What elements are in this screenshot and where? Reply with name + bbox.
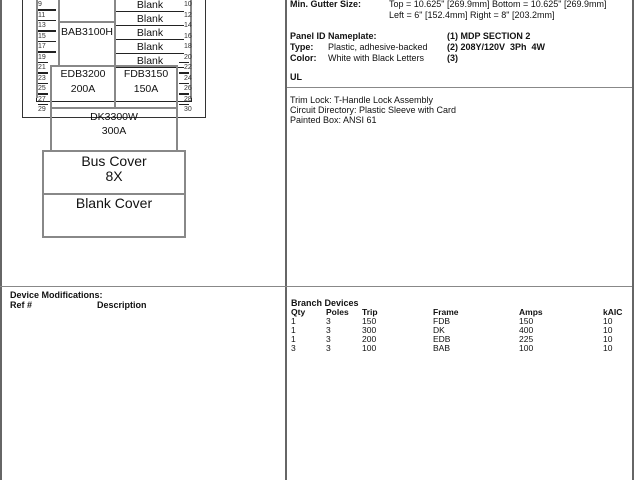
branch-device-cell: 3 — [326, 343, 331, 353]
circuit-number-right: 22 — [184, 64, 192, 71]
header-qty: Qty — [291, 307, 306, 317]
branch-device-cell: 10 — [603, 343, 613, 353]
circuit-tick-left — [38, 72, 48, 74]
type-label: Type: — [290, 42, 314, 52]
color-label: Color: — [290, 53, 317, 63]
edb-breaker-rating: 200A — [70, 83, 96, 95]
gutter-line1: Top = 10.625" [269.9mm] Bottom = 10.625" [269.9mm] — [389, 0, 607, 9]
circuit-number-right: 28 — [184, 95, 192, 103]
circuit-tick-left — [38, 93, 48, 95]
dk-breaker-rating: 300A — [101, 125, 127, 137]
branch-device-cell: 100 — [519, 343, 534, 353]
branch-device-cell: 10 — [603, 325, 613, 335]
branch-device-cell: 3 — [326, 316, 331, 326]
header-amps: Amps — [519, 307, 543, 317]
device-mod-col-ref: Ref # — [10, 300, 33, 310]
gutter-line2: Left = 6" [152.4mm] Right = 8" [203.2mm] — [389, 10, 555, 20]
bus-cover-line1: Bus Cover — [81, 153, 147, 169]
blank-slot[interactable]: Blank — [116, 41, 184, 54]
section-divider-bottom — [0, 286, 632, 287]
branch-devices-table — [291, 308, 633, 353]
circuit-tick-left — [38, 41, 56, 43]
blank-slot[interactable]: Blank — [116, 27, 184, 40]
option-trim-lock: Trim Lock: T-Handle Lock Assembly — [290, 95, 434, 105]
color-value: White with Black Letters — [328, 53, 425, 63]
circuit-number-right: 14 — [184, 22, 192, 29]
blank-cover-label: Blank Cover — [75, 195, 153, 211]
circuit-number-right: 12 — [184, 11, 192, 19]
header-poles: Poles — [326, 307, 349, 317]
circuit-tick-left — [38, 62, 48, 64]
branch-device-cell: 1 — [291, 316, 296, 326]
branch-device-cell: 300 — [362, 325, 377, 335]
bab-breaker-top-box — [58, 0, 116, 23]
header-trip: Trip — [362, 307, 378, 317]
branch-device-row — [291, 344, 633, 353]
circuit-tick-left — [38, 30, 56, 32]
branch-device-cell: BAB — [433, 343, 451, 353]
branch-device-cell: 150 — [519, 316, 534, 326]
gutter-label: Min. Gutter Size: — [290, 0, 362, 9]
circuit-number-right: 16 — [184, 32, 192, 40]
circuit-number-left: 25 — [38, 85, 46, 92]
branch-device-cell: 3 — [326, 325, 331, 335]
page-border-left — [0, 0, 2, 480]
branch-device-cell: FDB — [433, 316, 450, 326]
circuit-number-left: 13 — [38, 22, 46, 29]
circuit-number-right: 26 — [184, 85, 192, 92]
nameplate-label: Panel ID Nameplate: — [290, 31, 377, 41]
branch-device-cell: 225 — [519, 334, 534, 344]
circuit-number-left: 23 — [38, 74, 46, 82]
section-divider-right-top — [287, 87, 632, 88]
branch-device-cell: 10 — [603, 334, 613, 344]
branch-device-cell: 3 — [291, 343, 296, 353]
device-modifications-title: Device Modifications: — [10, 290, 103, 300]
circuit-tick-left — [38, 51, 56, 53]
blank-slot[interactable]: Blank — [116, 13, 184, 26]
circuit-number-left: 15 — [38, 32, 46, 40]
branch-device-cell: 3 — [326, 334, 331, 344]
nameplate-line-2: (2) 208Y/120V 3Ph 4W — [447, 42, 546, 52]
fdb-breaker-rating: 150A — [133, 83, 159, 95]
header-frame: Frame — [433, 307, 459, 317]
circuit-tick-left — [38, 83, 48, 85]
circuit-number-right: 18 — [184, 43, 192, 50]
branch-device-cell: 1 — [291, 325, 296, 335]
branch-devices-title: Branch Devices — [291, 298, 359, 308]
bab-breaker-label: BAB3100H — [61, 26, 113, 38]
circuit-number-right: 20 — [184, 53, 192, 61]
dk-breaker-model: DK3300W — [90, 111, 138, 123]
circuit-tick-left — [38, 20, 56, 22]
circuit-tick-left — [38, 9, 56, 11]
circuit-number-right: 24 — [184, 74, 192, 82]
column-divider — [285, 0, 287, 480]
edb-breaker-model: EDB3200 — [60, 68, 106, 80]
page-border-right — [632, 0, 634, 480]
circuit-number-right: 10 — [184, 1, 192, 8]
circuit-tick-left — [38, 104, 48, 106]
blank-slot[interactable]: Blank — [116, 0, 184, 12]
type-value: Plastic, adhesive-backed — [328, 42, 428, 52]
nameplate-line-3: (3) — [447, 53, 458, 63]
circuit-number-left: 29 — [38, 106, 46, 113]
branch-device-cell: 400 — [519, 325, 534, 335]
branch-device-row — [291, 317, 633, 326]
circuit-tick-right — [179, 72, 189, 74]
blank-slot[interactable]: Blank — [116, 55, 184, 68]
branch-devices-header-row — [291, 308, 633, 317]
circuit-tick-right — [179, 93, 189, 95]
device-mod-col-desc: Description — [97, 300, 147, 310]
branch-device-cell: EDB — [433, 334, 451, 344]
nameplate-line-1: (1) MDP SECTION 2 — [447, 31, 531, 41]
circuit-tick-right — [179, 83, 189, 85]
circuit-number-left: 21 — [38, 64, 46, 71]
circuit-tick-right — [179, 104, 189, 106]
branch-device-cell: 1 — [291, 334, 296, 344]
option-painted-box: Painted Box: ANSI 61 — [290, 115, 377, 125]
branch-device-row — [291, 335, 633, 344]
branch-device-cell: 200 — [362, 334, 377, 344]
option-circuit-directory: Circuit Directory: Plastic Sleeve with Card — [290, 105, 457, 115]
fdb-breaker-model: FDB3150 — [123, 68, 169, 80]
circuit-number-left: 17 — [38, 43, 46, 50]
branch-device-cell: 150 — [362, 316, 377, 326]
circuit-number-left: 9 — [38, 1, 42, 8]
branch-device-cell: 10 — [603, 316, 613, 326]
circuit-number-left: 27 — [38, 95, 46, 103]
circuit-number-right: 30 — [184, 106, 192, 113]
branch-device-cell: DK — [433, 325, 445, 335]
ul-label: UL — [290, 72, 302, 82]
circuit-number-left: 19 — [38, 53, 46, 61]
branch-device-cell: 100 — [362, 343, 377, 353]
bus-cover-line2: 8X — [105, 168, 123, 184]
circuit-number-left: 11 — [38, 11, 46, 19]
branch-device-row — [291, 326, 633, 335]
header-kaic: kAIC — [603, 307, 623, 317]
